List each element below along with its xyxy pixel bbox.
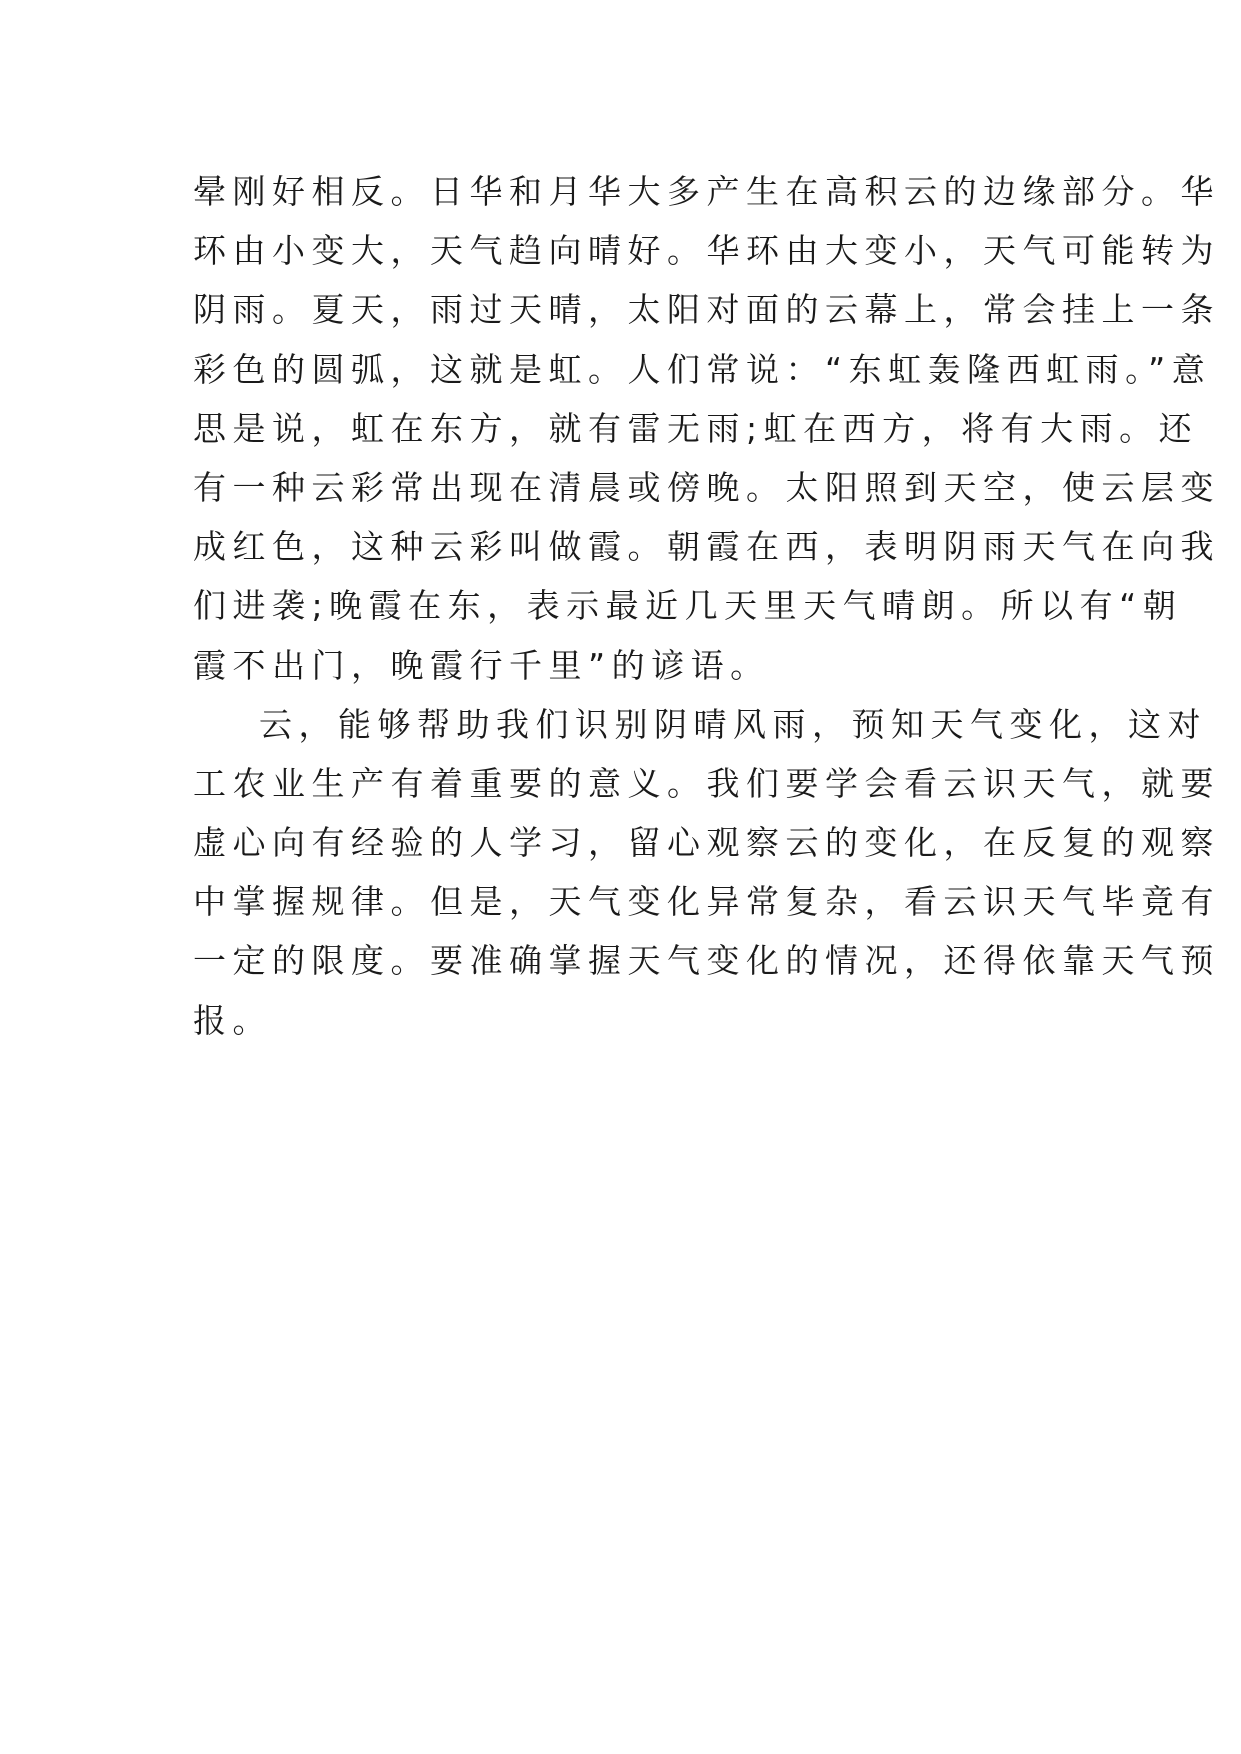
text-line: 工农业生产有着重要的意义。我们要学会看云识天气，就要	[193, 763, 1220, 803]
text-line: 成红色，这种云彩叫做霞。朝霞在西，表明阴雨天气在向我	[193, 527, 1220, 567]
text-line: 有一种云彩常出现在清晨或傍晚。太阳照到天空，使云层变	[193, 467, 1220, 507]
text-line: 思是说，虹在东方，就有雷无雨;虹在西方，将有大雨。还	[193, 408, 1199, 448]
text-line: 阴雨。夏天，雨过天晴，太阳对面的云幕上，常会挂上一条	[193, 290, 1220, 330]
text-line: 们进袭;晚霞在东，表示最近几天里天气晴朗。所以有“朝	[193, 586, 1183, 626]
text-line: 一定的限度。要准确掌握天气变化的情况，还得依靠天气预	[193, 941, 1220, 981]
body-text	[193, 162, 1220, 1050]
text-line: 霞不出门，晚霞行千里”的谚语。	[193, 645, 770, 685]
text-line: 晕刚好相反。日华和月华大多产生在高积云的边缘部分。华	[193, 172, 1220, 211]
text-line: 中掌握规律。但是，天气变化异常复杂，看云识天气毕竟有	[193, 882, 1220, 922]
text-line: 环由小变大，天气趋向晴好。华环由大变小，天气可能转为	[193, 231, 1220, 271]
text-line: 虚心向有经验的人学习，留心观察云的变化，在反复的观察	[193, 823, 1220, 863]
text-line: 彩色的圆弧，这就是虹。人们常说：“东虹轰隆西虹雨。”意	[193, 349, 1212, 389]
text-line: 报。	[193, 1000, 272, 1040]
paragraph-start-line: 云，能够帮助我们识别阴晴风雨，预知天气变化，这对	[259, 704, 1207, 744]
